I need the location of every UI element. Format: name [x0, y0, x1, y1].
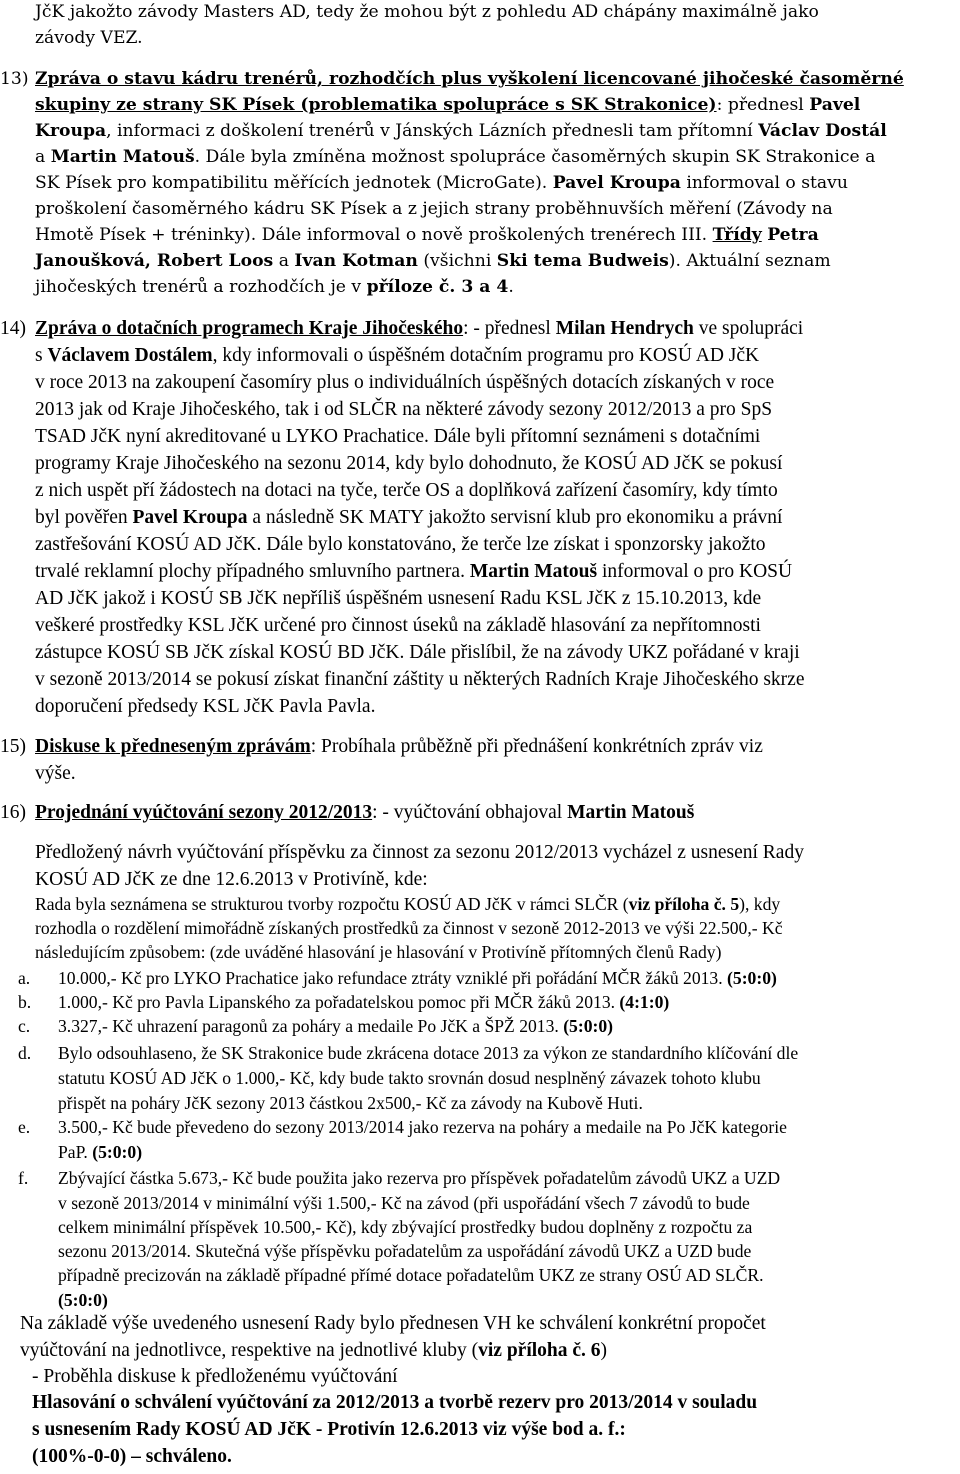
text: byl pověřen	[35, 507, 128, 528]
text: , kdy informovali o úspěšném dotačním programu pro KOSÚ AD JčK	[212, 345, 760, 366]
paragraph-line: TSAD JčK nyní akreditované u LYKO Prachatice. Dále byli přítomní seznámeni s dotačními	[35, 426, 761, 447]
list-item-label: d.	[18, 1043, 32, 1063]
list-item-label: e.	[18, 1117, 31, 1137]
underlined-text: Třídy	[712, 225, 762, 245]
paragraph-line	[35, 251, 831, 271]
vote-result: (5:0:0)	[92, 1142, 143, 1162]
club-name: Ski tema Budweis	[496, 251, 669, 271]
person-name: Martin Matouš	[469, 561, 598, 582]
text: Rada byla seznámena se strukturou tvorby rozpočtu KOSÚ AD JčK v rámci SLČR (	[35, 894, 629, 914]
paragraph-line	[35, 318, 803, 340]
text: PaP.	[58, 1142, 88, 1162]
paragraph-line: doporučení předsedy KSL JčK Pavla Pavla.	[35, 696, 376, 717]
list-item-line: celkem minimální příspěvek 10.500,- Kč), kdy zbývající prostředky budou doplněny z rozpočtu za	[58, 1217, 753, 1237]
paragraph-line: proškolení časoměrného kádru SK Písek a z jejich strany proběhnuvších měření (Závody na	[35, 199, 833, 219]
list-item	[58, 992, 669, 1013]
paragraph-line: Předložený návrh vyúčtování příspěvku za činnost za sezonu 2012/2013 vycházel z usnesení Rady	[35, 842, 804, 863]
list-item-line: přispět na poháry JčK sezony 2013 částkou 2x500,- Kč za závody na Kubově Huti.	[58, 1093, 643, 1113]
text: : - přednesl	[463, 318, 551, 339]
person-name: Václavem Dostálem	[47, 345, 213, 366]
list-item-line: v sezoně 2013/2014 v minimální výši 1.500,- Kč na závod (při uspořádání všech 7 závodů to bude	[58, 1193, 750, 1213]
vote-result: (5:0:0)	[727, 968, 777, 988]
section-number: 13)	[0, 69, 29, 89]
text: SK Písek pro kompatibilitu měřících jednotek (MicroGate).	[35, 173, 548, 193]
paragraph-line: 2013 jak od Kraje Jihočeského, tak i od SLČR na některé závody sezony 2012/2013 a pro SpS	[35, 399, 773, 420]
paragraph-line	[32, 1392, 757, 1414]
list-item-line: 3.500,- Kč bude převedeno do sezony 2013/2014 jako rezerva na poháry a medaile na Po JčK kategorie	[58, 1117, 787, 1137]
paragraph-line: AD JčK jakož i KOSÚ SB JčK nepříliš úspěšném usnesení Radu KSL JčK z 15.10.2013, kde	[35, 588, 762, 609]
text: informoval o pro KOSÚ	[601, 561, 793, 582]
paragraph-line: veškeré prostředky KSL JčK určené pro činnost úseků na základě hlasování za nepřítomnosti	[35, 615, 761, 636]
paragraph-line	[35, 173, 848, 193]
resolution-result: (100%-0-0) – schváleno.	[32, 1446, 232, 1467]
paragraph-line: rozhodla o rozdělení mimořádně získaných prostředků za činnost v sezoně 2012-2013 ve výši 22.500,- Kč	[35, 918, 783, 938]
person-name: Milan Hendrych	[555, 318, 694, 339]
list-item-line: Bylo odsouhlaseno, že SK Strakonice bude zkrácena dotace 2013 za výkon ze standardního klíčování dle	[58, 1043, 799, 1063]
attachment-reference: viz příloha č. 5	[628, 894, 740, 914]
list-item-label: f.	[18, 1168, 29, 1188]
list-item-label: b.	[18, 992, 32, 1012]
vote-result: (5:0:0)	[58, 1290, 108, 1310]
person-name: Kroupa	[35, 121, 107, 141]
text: s	[35, 345, 43, 366]
paragraph-line	[35, 147, 875, 167]
paragraph-line	[35, 802, 694, 824]
section-title: skupiny ze strany SK Písek (problematika spolupráce s SK Strakonice)	[35, 95, 717, 115]
vote-result: (4:1:0)	[619, 992, 670, 1012]
section-number: 16)	[0, 802, 26, 823]
text: 3.327,- Kč uhrazení paragonů za poháry a medaile Po JčK a ŠPŽ 2013.	[58, 1016, 559, 1036]
list-item-line	[58, 1290, 108, 1311]
text: 10.000,- Kč pro LYKO Prachatice jako refundace ztráty vzniklé při pořádání MČR žáků 2013.	[58, 968, 723, 988]
paragraph-line	[32, 1419, 626, 1441]
text: ). Aktuální seznam	[668, 251, 831, 271]
paragraph-line	[35, 277, 514, 297]
text: jihočeských trenérů a rozhodčích je v	[35, 277, 362, 297]
paragraph-line: - Proběhla diskuse k předloženému vyúčtování	[32, 1366, 398, 1387]
paragraph-line: KOSÚ AD JčK ze dne 12.6.2013 v Protivíně, kde:	[35, 869, 428, 890]
list-item-line: sezonu 2013/2014. Skutečná výše příspěvku pořadatelům za uspořádání závodů UKZ a UZD bude	[58, 1241, 752, 1261]
text: a	[35, 147, 46, 167]
paragraph-line: zástupce KOSÚ SB JčK získal KOSÚ BD JčK. Dále přislíbil, že na závody UKZ pořádané v kraji	[35, 642, 800, 663]
paragraph-line	[35, 121, 887, 141]
paragraph-line: zastřešování KOSÚ AD JčK. Dále bylo konstatováno, že terče lze získat i sponzorsky jakožto	[35, 534, 766, 555]
text: .	[508, 277, 514, 297]
list-item-label: a.	[18, 968, 31, 988]
text: a následně SK MATY jakožto servisní klub pro ekonomiku a právní	[252, 507, 783, 528]
paragraph-line: programy Kraje Jihočeského na sezonu 2014, kdy bylo dohodnuto, že KOSÚ AD JčK se pokusí	[35, 453, 783, 474]
person-name: Janoušková, Robert Loos	[35, 251, 274, 271]
list-item-line: případně precizován na základě případné přímé dotace pořadatelům UKZ ze strany OSÚ AD SLČR.	[58, 1265, 764, 1285]
section-title: Diskuse k předneseným zprávám	[35, 736, 311, 757]
text: informoval o stavu	[686, 173, 848, 193]
text: (všichni	[423, 251, 492, 271]
attachment-reference: viz příloha č. 6	[478, 1340, 601, 1361]
resolution-text: s usnesením Rady KOSÚ AD JčK - Protivín 12.6.2013 viz výše bod a. f.:	[32, 1419, 626, 1440]
paragraph-line	[35, 736, 763, 758]
person-name: Petra	[767, 225, 819, 245]
attachment-reference: příloze č. 3 a 4	[366, 277, 509, 297]
section-title: Projednání vyúčtování sezony 2012/2013	[35, 802, 373, 823]
text: ve spolupráci	[698, 318, 804, 339]
text: , informaci z doškolení trenérů v Jánských Lázních přednesli tam přítomní	[106, 121, 753, 141]
list-item	[58, 968, 777, 989]
paragraph-line: výše.	[35, 763, 76, 784]
paragraph-line: závody VEZ.	[35, 28, 143, 48]
text: . Dále byla zmíněna možnost spolupráce časoměrných skupin SK Strakonice a	[194, 147, 876, 167]
paragraph-line: následujícím způsobem: (zde uváděné hlasování je hlasování v Protivíně přítomných členů Rady)	[35, 942, 722, 962]
text: ), kdy	[739, 894, 781, 914]
text: : Probíhala průběžně při přednášení konkrétních zpráv viz	[310, 736, 763, 757]
paragraph-line	[20, 1340, 607, 1362]
person-name: Pavel Kroupa	[132, 507, 248, 528]
paragraph-line	[35, 894, 780, 915]
text: : přednesl	[716, 95, 804, 115]
text: )	[600, 1340, 608, 1361]
section-title: Zpráva o dotačních programech Kraje Jihočeského	[35, 318, 464, 339]
paragraph-line	[32, 1446, 232, 1468]
paragraph-line: JčK jakožto závody Masters AD, tedy že mohou být z pohledu AD chápány maximálně jako	[35, 2, 819, 22]
paragraph-line	[35, 507, 782, 529]
paragraph-line: v sezoně 2013/2014 se pokusí získat finanční záštity u některých Radních Kraje Jihočeského skrze	[35, 669, 805, 690]
list-item-line	[58, 1142, 142, 1163]
text: 1.000,- Kč pro Pavla Lipanského za pořadatelskou pomoc při MČR žáků 2013.	[58, 992, 616, 1012]
section-title: Zpráva o stavu kádru trenérů, rozhodčích plus vyškolení licencované jihočeské časoměrné	[35, 69, 904, 89]
person-name: Martin Matouš	[50, 147, 195, 167]
paragraph-line	[35, 345, 759, 367]
section-13-title-line	[35, 69, 904, 89]
paragraph-line: v roce 2013 na zakoupení časomíry plus o individuálních úspěšných dotacích získaných v roce	[35, 372, 775, 393]
resolution-text: Hlasování o schválení vyúčtování za 2012/2013 a tvorbě rezerv pro 2013/2014 v souladu	[32, 1392, 758, 1413]
paragraph-line: Na základě výše uvedeného usnesení Rady bylo přednesen VH ke schválení konkrétní propočet	[20, 1313, 766, 1334]
paragraph-line	[35, 225, 819, 245]
person-name: Martin Matouš	[567, 802, 695, 823]
paragraph-line: z nich uspět pří žádostech na dotaci na tyče, terče OS a doplňková zařízení časomíry, kdy tímto	[35, 480, 778, 501]
section-number: 14)	[0, 318, 26, 339]
text: vyúčtování na jednotlivce, respektive na jednotlivé kluby (	[20, 1340, 479, 1361]
list-item	[58, 1016, 613, 1037]
vote-result: (5:0:0)	[563, 1016, 614, 1036]
person-name: Pavel	[809, 95, 861, 115]
paragraph-line	[35, 561, 792, 583]
text: a	[278, 251, 289, 271]
person-name: Václav Dostál	[758, 121, 887, 141]
person-name: Pavel Kroupa	[552, 173, 681, 193]
text: trvalé reklamní plochy případného smluvního partnera.	[35, 561, 465, 582]
text: : - vyúčtování obhajoval	[372, 802, 563, 823]
list-item-line: Zbývající částka 5.673,- Kč bude použita jako rezerva pro příspěvek pořadatelům závodů UKZ a UZD	[58, 1168, 781, 1188]
list-item-label: c.	[18, 1016, 31, 1036]
section-number: 15)	[0, 736, 26, 757]
person-name: Ivan Kotman	[294, 251, 418, 271]
list-item-line: statutu KOSÚ AD JčK o 1.000,- Kč, kdy bude takto srovnán dosud nesplněný závazek tohoto klubu	[58, 1068, 761, 1088]
text: Hmotě Písek + tréninky). Dále informoval o nově proškolených trenérech III.	[35, 225, 708, 245]
paragraph-line	[35, 95, 860, 115]
